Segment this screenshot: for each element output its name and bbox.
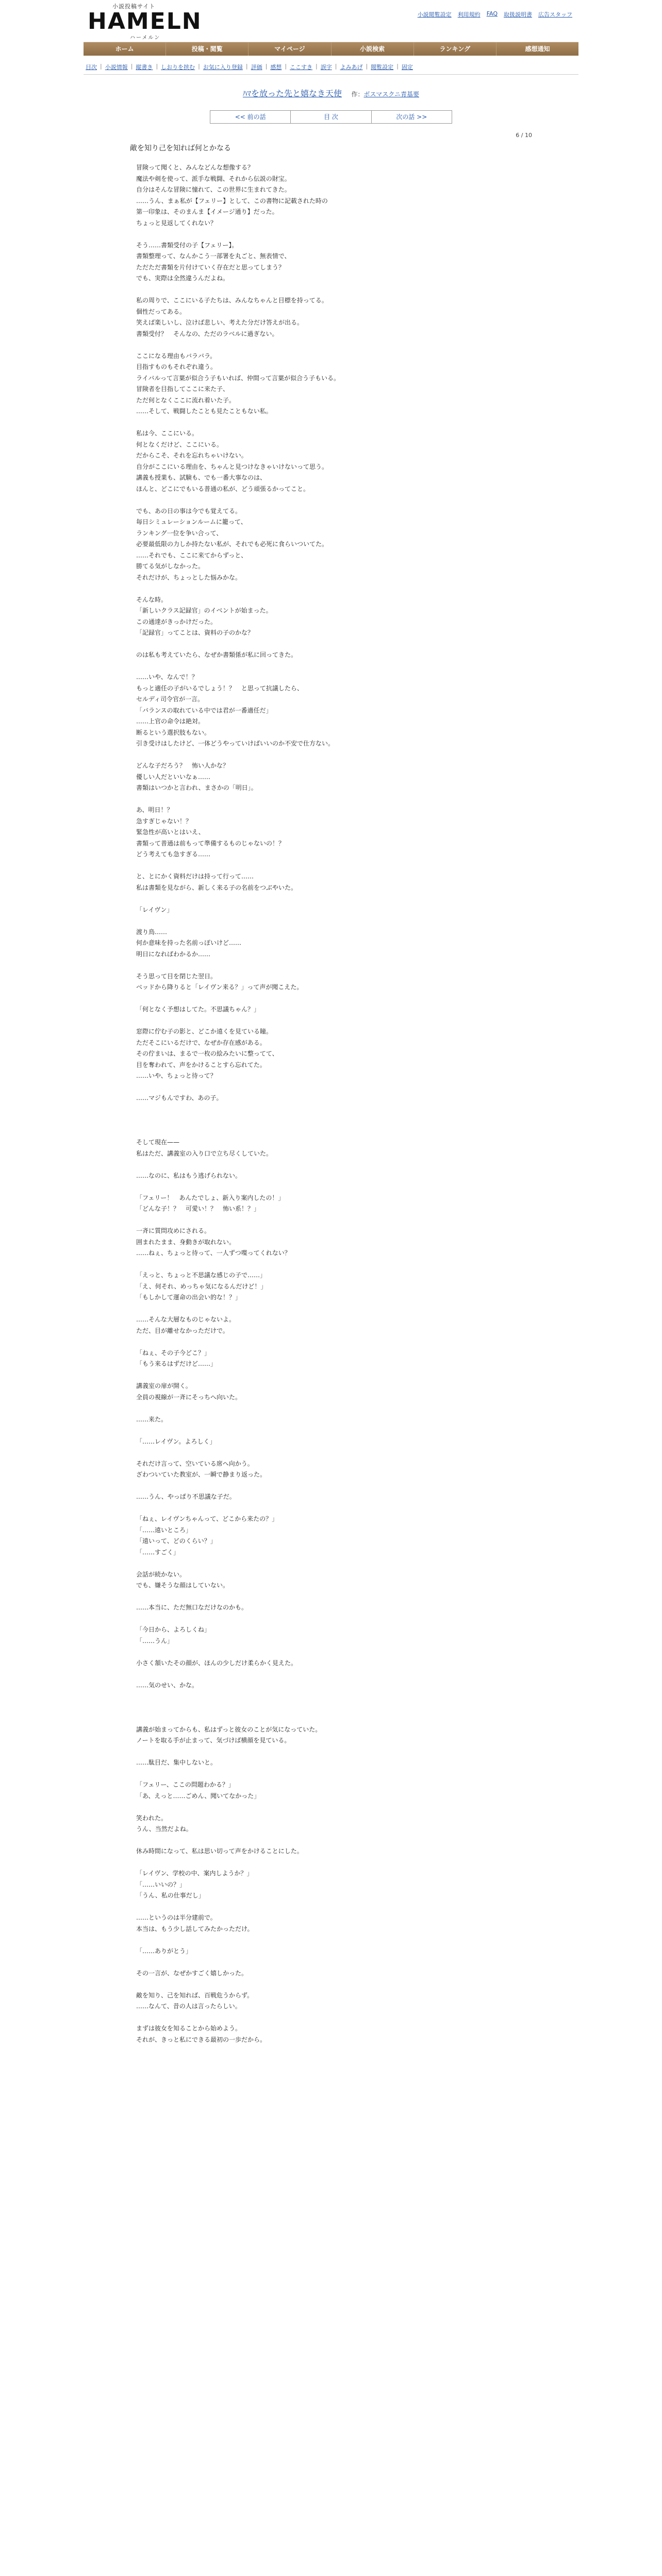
body-paragraph: ……なんて、昔の人は言ったらしい。 xyxy=(136,2003,241,2010)
body-paragraph: ランキング一位を争い合って、 xyxy=(136,529,223,537)
body-paragraph: でも、あの日の事は今でも覚えてる。 xyxy=(136,507,242,515)
body-paragraph: 小さく頷いたその顔が、ほんの少しだけ柔らかく見えた。 xyxy=(136,1659,297,1667)
body-paragraph xyxy=(136,1082,532,1093)
body-paragraph: 「うん、私の仕事だし」 xyxy=(136,1892,205,1899)
body-paragraph: 私はただ、講義室の入り口で立ち尽くしていた。 xyxy=(136,1149,273,1157)
body-paragraph: 「遠いって、どのくらい？」 xyxy=(136,1537,217,1545)
logo-mark: HAMELN xyxy=(88,8,202,35)
body-paragraph: 窓際に佇む子の影と、どこか遠くを見ている瞳。 xyxy=(136,1028,273,1035)
body-paragraph: 「……遠いところ」 xyxy=(136,1526,192,1534)
body-paragraph: ……いや、なんで！？ xyxy=(136,673,198,681)
logo-reading: ハーメルン xyxy=(130,35,161,41)
body-paragraph: 「……うん」 xyxy=(136,1637,174,1645)
body-paragraph xyxy=(136,1691,532,1702)
body-paragraph: そう思って目を閉じた翌日。 xyxy=(136,972,217,980)
body-paragraph xyxy=(136,639,532,650)
body-paragraph: 第一印象は、そのまんま【イメージ通り】だった。 xyxy=(136,208,278,215)
body-paragraph: 一斉に質問攻めにされる。 xyxy=(136,1227,211,1234)
body-paragraph xyxy=(136,1669,532,1680)
body-paragraph: 毎日シミュレーションルームに籠って、 xyxy=(136,518,247,526)
body-paragraph: ……そんな大層なものじゃないよ。 xyxy=(136,1316,236,1323)
body-paragraph: 断るという選択肢もない。 xyxy=(136,728,211,736)
body-paragraph: それだけが、ちょっとした悩みかな。 xyxy=(136,573,242,581)
body-paragraph: ベッドから降りると「レイヴン来る？」って声が聞こえた。 xyxy=(136,984,303,991)
body-paragraph: 「えっと、ちょっと不思議な感じの子で……」 xyxy=(136,1272,267,1279)
body-paragraph: ……なのに、私はもう逃げられない。 xyxy=(136,1172,242,1179)
body-paragraph: うん、当然だよね。 xyxy=(136,1825,192,1833)
body-paragraph: 「新しいクラス記録官」のイベントが始まった。 xyxy=(136,607,272,614)
site-header xyxy=(84,0,578,42)
gnav-mypage[interactable]: マイページ xyxy=(249,42,331,56)
body-paragraph: ……うん、やっぱり不思議な子だ。 xyxy=(136,1493,236,1500)
subnav-toc[interactable]: 目次 xyxy=(86,64,97,71)
header-link-terms[interactable]: 利用規約 xyxy=(457,11,481,18)
body-paragraph: ただそこにいるだけで、なぜか存在感がある。 xyxy=(136,1039,266,1046)
body-paragraph xyxy=(136,1769,532,1780)
body-paragraph: 本当は、もう少し話してみたかっただけ。 xyxy=(136,1925,254,1933)
body-paragraph xyxy=(136,1835,532,1846)
body-paragraph: セルディ司令官が一言。 xyxy=(136,696,204,703)
body-paragraph xyxy=(136,583,532,595)
body-paragraph xyxy=(136,1558,532,1569)
body-paragraph xyxy=(136,1591,532,1603)
body-paragraph: 敵を知り、己を知れば、百戦危うからず。 xyxy=(136,1991,254,1999)
next-episode-link[interactable]: 次の話 >> xyxy=(396,113,427,121)
body-paragraph: 「何となく予想はしてた。不思議ちゃん？」 xyxy=(136,1006,260,1013)
body-paragraph: 優しい人だといいなぁ…… xyxy=(136,773,211,781)
body-paragraph: 渡り鳥…… xyxy=(136,928,168,936)
body-paragraph: それだけ言って、空いている席へ向かう。 xyxy=(136,1460,254,1467)
body-paragraph xyxy=(136,1702,532,1714)
subnav-separator: | xyxy=(245,63,248,70)
body-paragraph: 必要最低限の力しか持たない私が、それでも必死に食らいついてた。 xyxy=(136,540,328,548)
body-paragraph: 囲まれたまま、身動きが取れない。 xyxy=(136,1238,236,1246)
body-paragraph xyxy=(136,1957,532,1968)
body-paragraph xyxy=(136,1425,532,1436)
body-paragraph: 引き受けはしたけど、一体どうやっていけばいいのか不安で仕方ない。 xyxy=(136,740,335,747)
subnav-separator: | xyxy=(366,63,368,70)
body-paragraph: 「……すごく」 xyxy=(136,1548,180,1556)
novel-subnav xyxy=(84,60,578,75)
body-paragraph xyxy=(136,2012,532,2024)
prev-episode-link[interactable]: << 前の話 xyxy=(210,111,291,123)
body-paragraph: ただ、目が離せなかっただけで。 xyxy=(136,1327,229,1334)
author-label: 作： xyxy=(351,91,364,98)
subnav-rate[interactable]: 評価 xyxy=(251,64,262,71)
body-paragraph: 会話が続かない。 xyxy=(136,1570,186,1578)
body-paragraph: 「記録官」ってことは、資料の子のかな？ xyxy=(136,629,254,636)
body-paragraph xyxy=(136,284,532,296)
gnav-ranking[interactable]: ランキング xyxy=(414,42,496,56)
body-paragraph: 自分がここにいる理由を、ちゃんと見つけなきゃいけないって思う。 xyxy=(136,463,328,470)
episode-content xyxy=(130,132,532,2045)
body-paragraph: と、とにかく資料だけは持って行って…… xyxy=(136,873,254,880)
body-paragraph: 冒険者を目指してここに来た子、 xyxy=(136,385,229,393)
body-paragraph xyxy=(136,1979,532,1990)
body-paragraph xyxy=(136,1126,532,1138)
body-paragraph: ……来た。 xyxy=(136,1415,168,1423)
body-paragraph: ざわついていた教室が、一瞬で静まり返った。 xyxy=(136,1471,267,1478)
body-paragraph xyxy=(136,1447,532,1459)
body-paragraph: 「あ、えっと……ごめん、聞いてなかった」 xyxy=(136,1792,260,1800)
body-paragraph: ライバルって言葉が似合う子もいれば、仲間って言葉が似合う子もいる。 xyxy=(136,374,340,382)
body-paragraph: 「え、何それ、めっちゃ気になるんだけど！」 xyxy=(136,1282,267,1290)
body-paragraph: ……うん、まぁ私が【フェリー】として、この書物に記載された時の xyxy=(136,197,328,205)
subnav-vertical[interactable]: 縦書き xyxy=(136,64,153,71)
body-paragraph: ノートを取る手が止まって、気づけば横顔を見ている。 xyxy=(136,1737,291,1744)
body-paragraph xyxy=(136,1215,532,1226)
body-paragraph: 何となくだけど、ここにいる。 xyxy=(136,440,223,448)
author-name[interactable]: ボスマスクニ青基要 xyxy=(363,91,419,98)
chapter-title: 敵を知り己を知れば何とかなる xyxy=(130,144,231,152)
body-paragraph: 「……ありがとう」 xyxy=(136,1947,192,1955)
body-paragraph: 個性だってある。 xyxy=(136,308,186,315)
body-paragraph xyxy=(136,1802,532,1813)
body-paragraph xyxy=(136,661,532,672)
body-paragraph: 「どんな子！？ 可愛い！？ 怖い系！？」 xyxy=(136,1205,260,1212)
body-paragraph: でも、実際は全然違うんだよね。 xyxy=(136,275,229,282)
body-paragraph: 「もう来るはずだけど……」 xyxy=(136,1360,217,1367)
episode-body xyxy=(130,162,532,2045)
body-paragraph: 「フェリー、ここの問題わかる？」 xyxy=(136,1781,235,1788)
body-paragraph xyxy=(136,1259,532,1270)
subnav-separator: | xyxy=(316,63,318,70)
subnav-separator: | xyxy=(100,63,102,70)
subnav-pin[interactable]: 固定 xyxy=(401,64,413,71)
body-paragraph xyxy=(136,893,532,905)
body-paragraph: 自分はそんな冒険に憧れて、この世界に生まれてきた。 xyxy=(136,186,291,193)
subnav-review[interactable]: 感想 xyxy=(270,64,282,71)
body-paragraph: そう……書類受付の子【フェリー】。 xyxy=(136,241,238,249)
body-paragraph xyxy=(136,340,532,351)
body-paragraph: どう考えても急すぎる…… xyxy=(136,851,211,858)
body-paragraph xyxy=(136,1181,532,1193)
body-paragraph: のは私も考えていたら、なぜか書類係が私に回ってきた。 xyxy=(136,651,297,658)
subnav-read-aloud[interactable]: よみあげ xyxy=(340,64,363,71)
body-paragraph xyxy=(136,960,532,971)
body-paragraph xyxy=(136,1104,532,1115)
body-paragraph xyxy=(136,1614,532,1625)
body-paragraph: 私の周りで、ここにいる子たちは、みんなちゃんと目標を持ってる。 xyxy=(136,297,328,304)
body-paragraph: 全員の視線が一斉にそっちへ向いた。 xyxy=(136,1393,242,1401)
body-paragraph xyxy=(136,1935,532,1946)
body-paragraph: そんな時。 xyxy=(136,596,168,603)
subnav-novel-info[interactable]: 小説情報 xyxy=(105,64,128,71)
body-paragraph xyxy=(136,1713,532,1724)
subnav-separator: | xyxy=(285,63,287,70)
body-paragraph: その一言が、なぜかすごく嬉しかった。 xyxy=(136,1969,248,1977)
body-paragraph: ……そして、戦闘したことも見たこともない私。 xyxy=(136,408,272,415)
subnav-separator: | xyxy=(130,63,133,70)
subnav-view-settings[interactable]: 閲覧設定 xyxy=(371,64,394,71)
body-paragraph xyxy=(136,1503,532,1514)
body-paragraph: 講義室の扉が開く。 xyxy=(136,1382,192,1389)
body-paragraph: ただ何となくここに流れ着いた子。 xyxy=(136,396,236,404)
body-paragraph xyxy=(136,1159,532,1171)
body-paragraph: ほんと、どこにでもいる普通の私が、どう頑張るかってこと。 xyxy=(136,485,310,493)
subnav-favorite[interactable]: お気に入り登録 xyxy=(203,64,243,71)
body-paragraph: ちょっと見返してくれない？ xyxy=(136,219,217,227)
gnav-search[interactable]: 小説検索 xyxy=(332,42,414,56)
header-link-reading-settings[interactable]: 小説閲覧設定 xyxy=(417,11,452,18)
body-paragraph: 「フェリー！ あんたでしょ、新入り案内したの！」 xyxy=(136,1194,285,1201)
body-paragraph xyxy=(136,1370,532,1381)
novel-title[interactable]: ﾊﾏを放った先と嬉なき天使 xyxy=(242,89,342,98)
body-paragraph: 書類って普通は前もって準備するものじゃないの！？ xyxy=(136,839,285,847)
body-paragraph xyxy=(136,1115,532,1126)
site-logo[interactable] xyxy=(88,3,202,41)
body-paragraph: 「レイヴン」 xyxy=(136,906,173,913)
body-paragraph: ……ねぇ、ちょっと待って、一人ずつ喋ってくれない？ xyxy=(136,1249,291,1257)
body-paragraph xyxy=(136,1902,532,1913)
header-link-faq[interactable]: FAQ xyxy=(486,10,498,17)
body-paragraph xyxy=(136,1015,532,1027)
body-paragraph xyxy=(136,1747,532,1758)
body-paragraph: それが、きっと私にできる最初の一歩だから。 xyxy=(136,2036,267,2043)
subnav-separator: | xyxy=(156,63,158,70)
body-paragraph: ……本当に、ただ無口なだけなのかも。 xyxy=(136,1604,248,1611)
body-paragraph: 緊急性が高いとはいえ、 xyxy=(136,828,205,836)
body-paragraph: その佇まいは、まるで一枚の絵みたいに整ってて、 xyxy=(136,1050,278,1057)
body-paragraph: 私は今、ここにいる。 xyxy=(136,430,198,437)
body-paragraph: だからこそ、それを忘れちゃいけない。 xyxy=(136,452,247,459)
body-paragraph: ……というのは半分建前で。 xyxy=(136,1914,217,1921)
body-paragraph xyxy=(136,860,532,872)
body-paragraph xyxy=(136,1303,532,1315)
body-paragraph: 「ねぇ、その子今どこ？」 xyxy=(136,1349,211,1357)
body-paragraph: ……それでも、ここに来てからずっと、 xyxy=(136,551,247,559)
body-paragraph: 休み時間になって、私は思い切って声をかけることにした。 xyxy=(136,1848,303,1855)
body-paragraph: ここになる理由もバラバラ。 xyxy=(136,352,217,360)
body-paragraph: 目を奪われて、声をかけることすら忘れてた。 xyxy=(136,1061,266,1069)
body-paragraph: 明日になればわかるか…… xyxy=(136,950,211,958)
toc-link[interactable]: 目 次 xyxy=(291,111,371,123)
gnav-home[interactable]: ホーム xyxy=(84,42,166,56)
body-paragraph: ただただ書類を片付けていく存在だと思ってしまう？ xyxy=(136,263,285,271)
body-paragraph xyxy=(136,993,532,1005)
body-paragraph: ……いや、ちょっと待って？ xyxy=(136,1072,217,1079)
body-paragraph: 笑えば楽しいし、泣けば悲しい、考えた分だけ答えが出る。 xyxy=(136,319,304,326)
body-paragraph: もっと適任の子がいるでしょう！？ と思って抗議したら、 xyxy=(136,684,303,692)
header-link-ads[interactable]: 広告スタッフ xyxy=(538,11,572,18)
header-links xyxy=(418,10,572,19)
subnav-typo[interactable]: 誤字 xyxy=(320,64,332,71)
body-paragraph: ……気のせい、かな。 xyxy=(136,1681,198,1689)
body-paragraph: 「バランスの取れている中では君が一番適任だ」 xyxy=(136,706,272,714)
body-paragraph: 私は書類を見ながら、新しく来る子の名前をつぶやいた。 xyxy=(136,884,297,891)
body-paragraph: まずは彼女を知ることから始めよう。 xyxy=(136,2025,242,2032)
body-paragraph xyxy=(136,229,532,240)
body-paragraph: 書類受付？ そんなの、ただのラベルに過ぎない。 xyxy=(136,330,278,337)
logo-tagline: 小説投稿サイト xyxy=(112,3,156,10)
header-link-manual[interactable]: 取扱説明書 xyxy=(504,11,532,18)
body-paragraph: 勝てる気がしなかった。 xyxy=(136,563,205,570)
body-paragraph: 「ねぇ、レイヴンちゃんって、どこから来たの？」 xyxy=(136,1515,278,1522)
subnav-likes[interactable]: ここすき xyxy=(290,64,313,71)
subnav-separator: | xyxy=(396,63,399,70)
body-paragraph: 魔法や剣を使って、派手な戦闘、それから伝説の財宝。 xyxy=(136,175,291,182)
body-paragraph xyxy=(136,1403,532,1414)
body-paragraph: 急すぎじゃない！？ xyxy=(136,817,192,825)
body-paragraph xyxy=(136,495,532,506)
body-paragraph xyxy=(136,1481,532,1492)
subnav-separator: | xyxy=(198,63,200,70)
body-paragraph xyxy=(136,750,532,761)
body-paragraph: あ、明日！？ xyxy=(136,806,173,814)
episode-pager xyxy=(210,110,452,124)
body-paragraph: この通達がきっかけだった。 xyxy=(136,618,217,625)
body-paragraph: 「今日から、よろしくね」 xyxy=(136,1626,211,1633)
body-paragraph: 「……レイヴン。よろしく」 xyxy=(136,1437,216,1445)
body-paragraph: ……上官の命令は絶対。 xyxy=(136,718,205,725)
body-paragraph: 講義が始まってからも、私はずっと彼女のことが気になっていた。 xyxy=(136,1725,322,1733)
gnav-post-browse[interactable]: 投稿・閲覧 xyxy=(166,42,249,56)
subnav-separator: | xyxy=(265,63,268,70)
body-paragraph: ……マジもんですわ、あの子。 xyxy=(136,1094,223,1101)
body-paragraph: 笑われた。 xyxy=(136,1814,168,1822)
body-paragraph: 目指すものもそれぞれ違う。 xyxy=(136,363,217,370)
body-paragraph xyxy=(136,916,532,927)
body-paragraph xyxy=(136,794,532,805)
body-paragraph: 何か意味を持った名前っぽいけど…… xyxy=(136,939,242,946)
gnav-notifications[interactable]: 感想通知 xyxy=(496,42,578,56)
body-paragraph: ……駄目だ、集中しないと。 xyxy=(136,1759,217,1766)
body-paragraph: 書類はいつかと言われ、まさかの「明日」。 xyxy=(136,784,257,791)
body-paragraph: どんな子だろう？ 怖い人かな？ xyxy=(136,762,229,769)
subnav-bookmark[interactable]: しおりを挟む xyxy=(161,64,195,71)
body-paragraph: でも、嫌そうな顔はしていない。 xyxy=(136,1582,229,1589)
body-paragraph xyxy=(136,417,532,429)
body-paragraph: 「……いいの？」 xyxy=(136,1880,186,1888)
body-paragraph: 冒険って聞くと、みんなどんな想像する？ xyxy=(136,164,254,171)
global-nav xyxy=(84,42,578,56)
body-paragraph: 書類整理って、なんかこう一部署を丸ごと、無表情で、 xyxy=(136,252,291,260)
body-paragraph: そして現在—— xyxy=(136,1139,180,1146)
body-paragraph xyxy=(136,1647,532,1658)
body-paragraph: 「レイヴン、学校の中、案内しようか？」 xyxy=(136,1870,253,1877)
body-paragraph xyxy=(136,1857,532,1869)
novel-heading xyxy=(84,87,578,99)
subnav-separator: | xyxy=(335,63,337,70)
body-paragraph: 講義も授業も、試験も、でも一番大事なのは、 xyxy=(136,474,267,481)
body-paragraph xyxy=(136,1336,532,1348)
episode-counter: 6 / 10 xyxy=(516,132,532,139)
body-paragraph: 「もしかして運命の出会い的な！？」 xyxy=(136,1294,242,1301)
